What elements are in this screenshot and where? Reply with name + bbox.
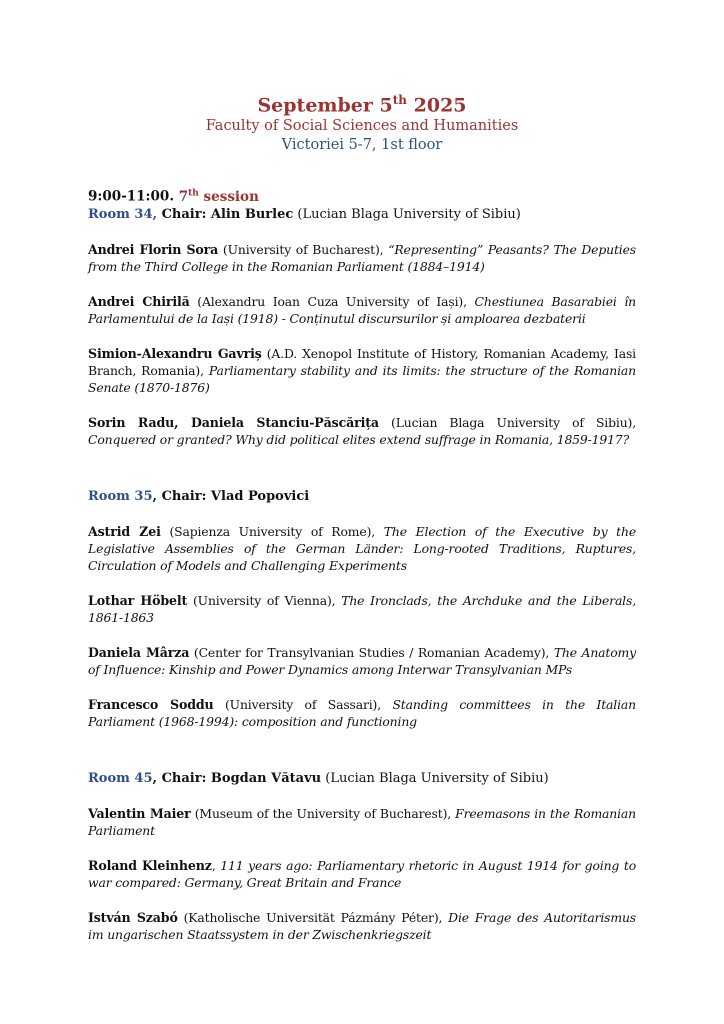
paper-affiliation: (A.D. Xenopol Institute of History, Romanian Academy, Iasi Branch, Romania), (88, 345, 636, 378)
paper-affiliation: (Museum of the University of Bucharest), (190, 805, 456, 821)
paper-title: Conquered or granted? Why did political elites extend suffrage in Romania, 1859-1917? (88, 431, 630, 447)
paper-author: Roland Kleinhenz (88, 857, 212, 873)
room-chair: , Chair: Vlad Popovici (152, 488, 310, 504)
paper-title: The Election of the Executive by the Legislative Assemblies of the German Länder: Long-rooted Traditions, Ruptures, Circulation of Models and Challenging Experiments (88, 523, 637, 573)
paper-author: Andrei Florin Sora (88, 241, 219, 257)
paper-title: Parliamentary stability and its limits: the structure of the Romanian Senate (1870-1876) (88, 362, 636, 395)
room-name: Room 35 (88, 488, 153, 504)
paper-affiliation: (University of Bucharest), (218, 241, 389, 257)
paper-affiliation: (Alexandru Ioan Cuza University of Iași), (189, 293, 475, 309)
paper-author: Andrei Chirilă (88, 293, 190, 309)
room-block (88, 488, 636, 730)
room-block (88, 206, 636, 448)
paper-title: Freemasons in the Romanian Parliament (88, 805, 636, 838)
paper-author: Lothar Höbelt (88, 592, 188, 608)
rooms-list (88, 206, 636, 943)
paper-affiliation: (University of Sassari), (213, 696, 393, 712)
paper-title: Standing committees in the Italian Parliament (1968-1994): composition and functioning (88, 696, 636, 729)
room-heading (88, 770, 636, 787)
document-page (88, 88, 636, 943)
paper-title: “Representing” Peasants? The Deputies from the Third College in the Romanian Parliament (1884–1914) (88, 241, 636, 274)
paper-entry (88, 857, 636, 891)
paper-entry (88, 523, 636, 574)
paper-author: István Szabó (88, 909, 178, 925)
paper-entry (88, 293, 636, 327)
room-heading (88, 488, 636, 505)
paper-author: Francesco Soddu (88, 696, 214, 712)
session-heading: 9:00-11:00. 7th session (88, 188, 259, 205)
paper-entry (88, 805, 636, 839)
paper-affiliation: (Katholische Universität Pázmány Péter), (177, 909, 449, 925)
paper-title: 111 years ago: Parliamentary rhetoric in August 1914 for going to war compared: Germany, Great Britain and France (88, 857, 636, 890)
room-chair: , Chair: Bogdan Vătavu (152, 770, 322, 786)
paper-author: Sorin Radu, Daniela Stanciu-Păscărița (88, 414, 379, 430)
paper-entry (88, 241, 636, 275)
paper-title: The Anatomy of Influence: Kinship and Power Dynamics among Interwar Transylvanian MPs (88, 644, 636, 677)
paper-author: Astrid Zei (88, 523, 161, 539)
paper-entry (88, 345, 636, 396)
paper-entry (88, 696, 636, 730)
paper-title: Chestiunea Basarabiei în Parlamentului de la Iași (1918) - Conținutul discursurilor și amploarea dezbaterii (88, 293, 636, 326)
paper-author: Simion-Alexandru Gavriș (88, 345, 262, 361)
paper-entry (88, 644, 636, 678)
paper-affiliation: (University of Vienna), (187, 592, 342, 608)
room-heading (88, 206, 636, 223)
chair-affiliation: (Lucian Blaga University of Sibiu) (321, 770, 549, 786)
paper-affiliation: , (211, 857, 221, 873)
faculty-name: Faculty of Social Sciences and Humanities (205, 118, 519, 135)
room-name: Room 45 (88, 770, 153, 786)
room-name: Room 34, (88, 206, 158, 222)
venue-address: Victoriei 5-7, 1st floor (281, 137, 443, 154)
paper-entry (88, 592, 636, 626)
paper-author: Daniela Mârza (88, 644, 190, 660)
page-header (88, 88, 636, 155)
room-block (88, 770, 636, 943)
paper-affiliation: (Lucian Blaga University of Sibiu), (378, 414, 636, 430)
conference-date: September 5th 2025 (257, 93, 467, 117)
room-chair: Chair: Alin Burlec (157, 206, 294, 222)
paper-title: The Ironclads, the Archduke and the Liberals, 1861-1863 (88, 592, 636, 625)
paper-entry (88, 909, 636, 943)
paper-entry (88, 414, 636, 448)
paper-author: Valentin Maier (88, 805, 191, 821)
paper-title: Die Frage des Autoritarismus im ungarischen Staatssystem in der Zwischenkriegszeit (88, 909, 636, 942)
chair-affiliation: (Lucian Blaga University of Sibiu) (293, 206, 521, 222)
paper-affiliation: (Sapienza University of Rome), (160, 523, 384, 539)
paper-affiliation: (Center for Transylvanian Studies / Romanian Academy), (189, 644, 554, 660)
